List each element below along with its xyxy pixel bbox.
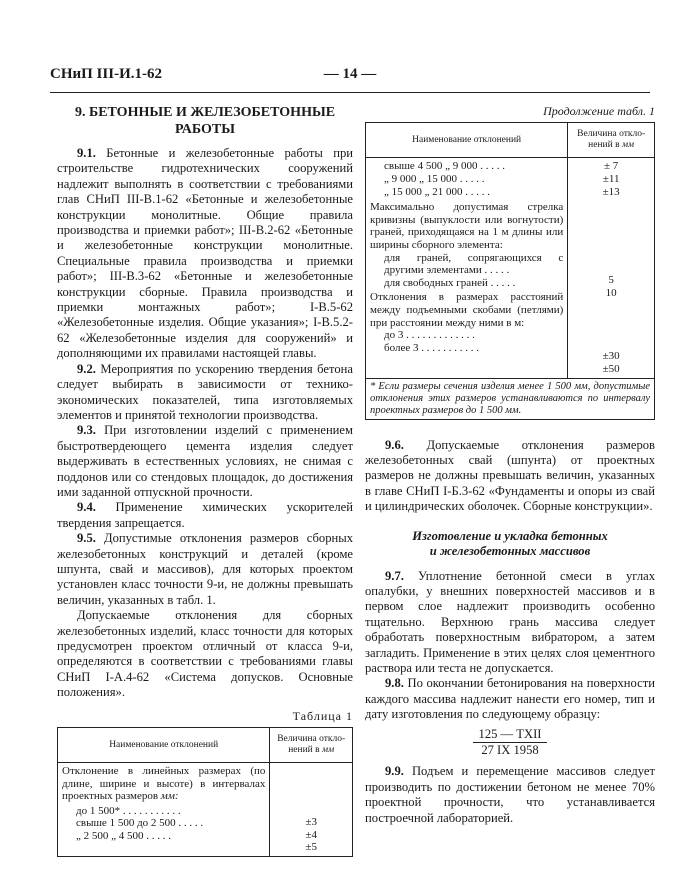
right-column bbox=[365, 104, 655, 826]
loops-value: ±30 bbox=[602, 350, 620, 363]
description-unit: мм: bbox=[160, 790, 179, 803]
deviation-description bbox=[62, 765, 265, 803]
description-text: Отклонение в линейных размерах (по длине, ширине и высоте) в интервалах проектных размеров bbox=[62, 765, 266, 803]
paragraph-number: 9.1. bbox=[77, 146, 96, 160]
section-title-line1: 9. БЕТОННЫЕ И ЖЕЛЕЗОБЕТОННЫЕ bbox=[74, 105, 336, 120]
paragraph-9-5 bbox=[57, 531, 353, 608]
tolerance-table-continued bbox=[365, 122, 655, 419]
paragraph-number: 9.2. bbox=[77, 361, 96, 376]
left-column bbox=[57, 104, 353, 857]
paragraph-text: Применение химических ускорителей твердения запрещается. bbox=[57, 500, 353, 530]
paragraph-9-5-continued: Допускаемые отклонения для сборных железобетонных изделий, класс точности для которых предусмотрен проектом отличный от класса 9-и, определяются в соответствии с требованиями главы СНиП I-А.4-62 «Система допусков. Основные положения». bbox=[57, 608, 353, 700]
curvature-description: Максимально допустимая стрелка кривизны (выпуклости или вогнутости) граней, приходящаяся на 1 м длины или ширины сборного элемента: bbox=[370, 201, 564, 251]
range-value: ±11 bbox=[602, 173, 620, 185]
paragraph-text: Подъем и перемещение массивов следует производить по достижении бетоном не менее 70% проектной прочности, что устанавливается построечной лабораторией. bbox=[365, 764, 655, 825]
paragraph-9-9 bbox=[365, 764, 655, 826]
page-number: — 14 — bbox=[323, 66, 377, 82]
header-unit: мм bbox=[322, 745, 335, 756]
header-text: Величина откло- bbox=[577, 129, 646, 140]
table-cell-values bbox=[270, 763, 353, 857]
paragraph-9-4 bbox=[57, 500, 353, 531]
paragraph-text: Допускаемые отклонения размеров железобетонных свай (шпунта) от проектных размеров не должны превышать величин, указанных в главе СНиП I-Б.3-62 «Фундаменты и опоры из свай и цилиндрических оболочек. Сборные конструкции». bbox=[365, 437, 656, 514]
range-value: ± 7 bbox=[604, 160, 619, 173]
paragraph-text: При изготовлении изделий с применением быстротвердеющего цемента изделия следует выдерживать в естественных условиях, не снимая с поддонов или со стендовых площадок, до достижения ими заданной отпускной прочности. bbox=[57, 423, 353, 499]
curvature-label: для граней, сопрягающихся с другими элементами . . . . . bbox=[384, 251, 564, 277]
range-value: ±3 bbox=[305, 816, 317, 829]
table-row bbox=[366, 158, 655, 378]
paragraph-number: 9.6. bbox=[385, 437, 404, 452]
column-header-name: Наименование отклонений bbox=[58, 728, 270, 763]
paragraph-number: 9.3. bbox=[77, 423, 96, 438]
paragraph-number: 9.5. bbox=[77, 531, 96, 546]
paragraph-number: 9.4. bbox=[77, 500, 96, 515]
curvature-value: 5 bbox=[608, 274, 614, 287]
loops-label: до 3 . . . . . . . . . . . . . bbox=[384, 329, 475, 342]
range-label: „ 9 000 „ 15 000 . . . . . bbox=[384, 173, 485, 185]
subsection-heading-line1: Изготовление и укладка бетонных bbox=[412, 528, 608, 543]
header-text: нений в bbox=[588, 140, 620, 151]
subsection-heading-line2: и железобетонных массивов bbox=[429, 543, 591, 558]
paragraph-text: Бетонные и железобетонные работы при строительстве гидротехнических сооружений надлежит выполнять в соответствии с требованиями глав СНиП III-В.1-62 «Бетонные и железобетонные конструкции монолитные. Общие правила производства и приемки работ»; III-В.2-62 «Бетонные и железобетонные конструкции монолитные. Специальные правила производства и приемки работ»; III-В.3-62 «Бетонные и железобетонные конструкции сборные. Правила производства и приемки монтажных работ»; I-В.5-62 «Железобетонные изделия. Общие указания»; I-В.5.2-62 «Железобетонные изделия для сооружений» и дополняющими их правилами настоящей главы. bbox=[57, 146, 353, 361]
range-value: ±5 bbox=[305, 841, 317, 854]
paragraph-9-3 bbox=[57, 423, 353, 500]
marking-sample bbox=[365, 727, 655, 759]
range-label: свыше 1 500 до 2 500 . . . . . bbox=[76, 817, 204, 830]
range-label: до 1 500* . . . . . . . . . . . bbox=[76, 804, 181, 817]
paragraph-number: 9.9. bbox=[385, 764, 404, 779]
paragraph-9-7 bbox=[365, 569, 655, 677]
table-footnote-row bbox=[366, 378, 655, 419]
paragraph-number: 9.7. bbox=[385, 568, 404, 583]
column-header-name: Наименование отклонений bbox=[366, 123, 568, 158]
header-text: нений в bbox=[288, 745, 320, 756]
loops-value: ±50 bbox=[602, 362, 620, 375]
table-header-row bbox=[58, 728, 353, 763]
table-footnote: * Если размеры сечения изделия менее 1 500 мм, допустимые отклонения этих размеров устанавливаются по интервалу проектных размеров до 1 500 мм. bbox=[366, 378, 655, 419]
header-divider bbox=[50, 92, 650, 93]
table-cell-desc bbox=[58, 763, 270, 857]
header-unit: мм bbox=[621, 140, 635, 151]
curvature-label: для свободных граней . . . . . bbox=[384, 276, 516, 289]
document-code: СНиП III-И.1-62 bbox=[50, 66, 162, 82]
paragraph-9-8 bbox=[365, 676, 655, 722]
marking-date: 27 IX 1958 bbox=[481, 743, 539, 758]
table-cell-desc bbox=[366, 158, 568, 378]
paragraph-text: Мероприятия по ускорению твердения бетона следует выбирать в зависимости от технико-экономических показателей, типа изготовляемых элементов и принятой технологии производства. bbox=[57, 361, 353, 422]
table-cell-values bbox=[568, 158, 655, 378]
marking-number-type: 125 — ТХII bbox=[473, 727, 548, 743]
loops-description: Отклонения в размерах расстояний между подъемными скобами (петлями) при расстоянии между ними в м: bbox=[370, 291, 564, 329]
paragraph-9-6 bbox=[365, 438, 655, 515]
range-label: „ 2 500 „ 4 500 . . . . . bbox=[76, 830, 172, 842]
paragraph-9-1 bbox=[57, 146, 353, 362]
header-text: Величина откло- bbox=[277, 734, 346, 745]
table-header-row bbox=[366, 123, 655, 158]
marking-fraction bbox=[473, 727, 548, 759]
range-label: „ 15 000 „ 21 000 . . . . . bbox=[384, 185, 491, 198]
table-continuation-caption: Продолжение табл. 1 bbox=[543, 104, 655, 118]
paragraph-text: По окончании бетонирования на поверхности каждого массива надлежит нанести его номер, тип и дату изготовления по следующему образцу: bbox=[365, 676, 655, 722]
range-value: ±4 bbox=[305, 828, 317, 841]
table-caption: Таблица 1 bbox=[292, 708, 353, 723]
curvature-value: 10 bbox=[605, 286, 617, 299]
tolerance-table bbox=[57, 727, 353, 857]
range-value: ±13 bbox=[602, 185, 620, 198]
paragraph-9-2 bbox=[57, 362, 353, 424]
page-header bbox=[50, 66, 650, 88]
paragraph-text: Уплотнение бетонной смеси в углах опалубки, у внешних поверхностей массивов и в первом слое надлежит производить особенно тщательно. Верхнюю грань массива следует обработать поверхностным вибратором, а затем загладить. Применение в этих целях слоя цементного раствора или теста не допускается. bbox=[365, 568, 655, 676]
table-row bbox=[58, 763, 353, 857]
column-header-value bbox=[568, 123, 655, 158]
loops-label: более 3 . . . . . . . . . . . bbox=[384, 341, 479, 354]
section-title bbox=[57, 104, 353, 138]
column-header-value bbox=[270, 728, 353, 763]
paragraph-number: 9.8. bbox=[385, 676, 404, 691]
section-title-line2: РАБОТЫ bbox=[174, 122, 235, 137]
subsection-heading bbox=[365, 529, 655, 559]
paragraph-text: Допустимые отклонения размеров сборных железобетонных конструкций и деталей (кроме шпунта, свай и массивов), для которых проектом установлен класс точности 9-и, не должны превышать величин, указанных в табл. 1. bbox=[57, 531, 353, 607]
range-label: свыше 4 500 „ 9 000 . . . . . bbox=[384, 160, 505, 173]
